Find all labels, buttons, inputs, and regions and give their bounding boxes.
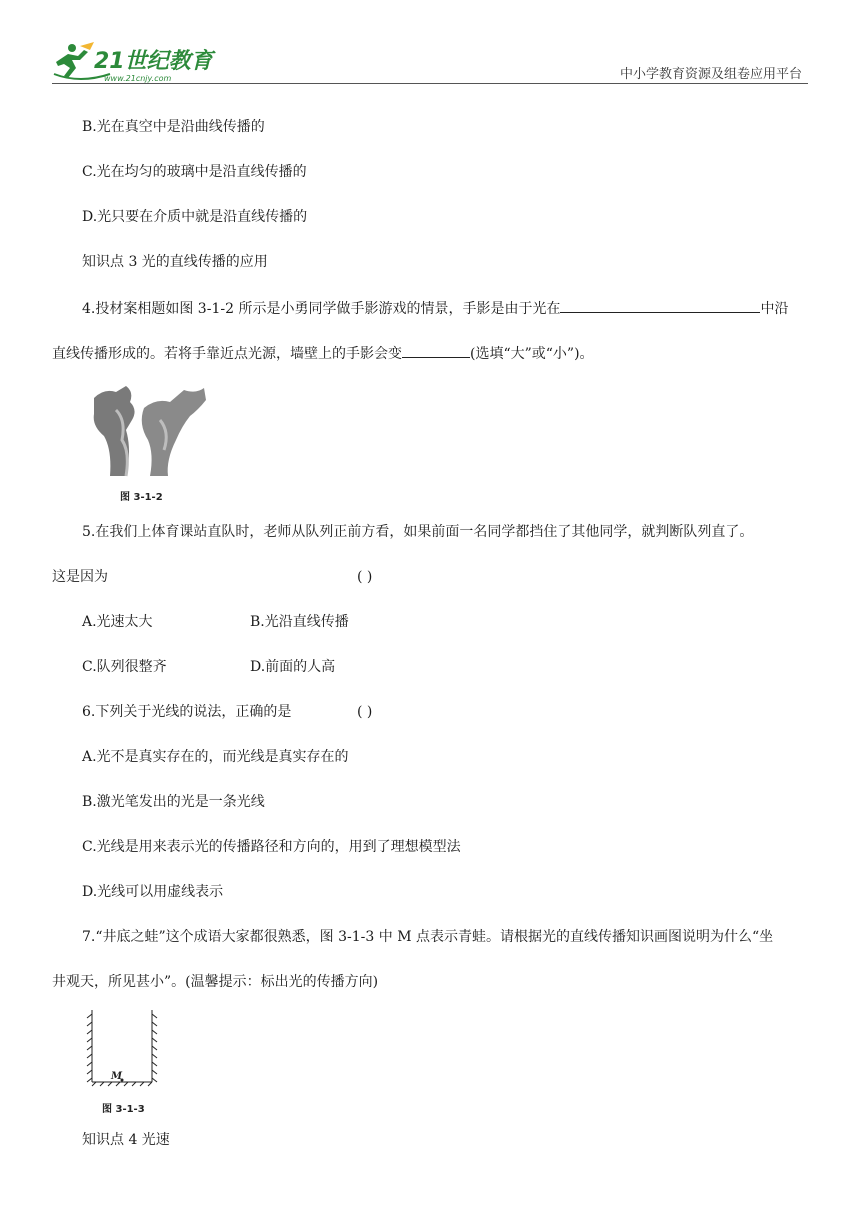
question-4-line-1: 4.投材案相题如图 3-1-2 所示是小勇同学做手影游戏的情景，手影是由于光在 中沿 <box>82 298 788 318</box>
question-5-line-1: 5.在我们上体育课站直队时，老师从队列正前方看，如果前面一名同学都挡住了其他同学，就判断队列直了。 <box>82 524 754 540</box>
q5-option-b: B.光沿直线传播 <box>250 614 349 630</box>
header-divider <box>52 83 808 84</box>
figure-3-1-2-caption: 图 3-1-2 <box>120 492 163 503</box>
question-5-line-2: 这是因为 <box>52 569 108 585</box>
q5-option-c: C.队列很整齐 <box>82 659 167 675</box>
svg-text:21世纪教育: 21世纪教育 <box>94 49 213 74</box>
hand-shadow-figure <box>86 380 211 480</box>
figure-3-1-3-caption: 图 3-1-3 <box>102 1104 145 1115</box>
q3-option-b: B.光在真空中是沿曲线传播的 <box>82 119 265 135</box>
q5-option-d: D.前面的人高 <box>250 659 336 675</box>
knowledge-point-4: 知识点 4 光速 <box>82 1132 170 1148</box>
question-6: 6.下列关于光线的说法，正确的是 <box>82 704 292 720</box>
q6-option-c: C.光线是用来表示光的传播路径和方向的，用到了理想模型法 <box>82 839 461 855</box>
site-logo <box>50 40 220 84</box>
q5-option-a: A.光速太大 <box>82 614 153 630</box>
svg-text:www.21cnjy.com: www.21cnjy.com <box>104 74 172 83</box>
question-5-answer-paren[interactable]: ( ) <box>357 569 373 585</box>
question-6-answer-paren[interactable]: ( ) <box>357 704 373 720</box>
well-figure <box>84 1008 160 1088</box>
point-m-label: M <box>111 1071 123 1082</box>
knowledge-point-3: 知识点 3 光的直线传播的应用 <box>82 254 268 270</box>
answer-blank-1[interactable] <box>560 298 760 313</box>
question-7-line-2: 井观天，所见甚小”。(温馨提示：标出光的传播方向) <box>52 974 379 990</box>
answer-blank-2[interactable] <box>402 343 470 358</box>
platform-name: 中小学教育资源及组卷应用平台 <box>619 67 802 82</box>
question-4-line-2: 直线传播形成的。若将手靠近点光源，墙壁上的手影会变 (选填“大”或“小”)。 <box>52 343 594 363</box>
q6-option-b: B.激光笔发出的光是一条光线 <box>82 794 265 810</box>
question-7-line-1: 7.“井底之蛙”这个成语大家都很熟悉，图 3-1-3 中 M 点表示青蛙。请根据光的直线传播知识画图说明为什么“坐 <box>82 929 774 945</box>
q3-option-c: C.光在均匀的玻璃中是沿直线传播的 <box>82 164 307 180</box>
q3-option-d: D.光只要在介质中就是沿直线传播的 <box>82 209 308 225</box>
q6-option-d: D.光线可以用虚线表示 <box>82 884 224 900</box>
q6-option-a: A.光不是真实存在的，而光线是真实存在的 <box>82 749 349 765</box>
